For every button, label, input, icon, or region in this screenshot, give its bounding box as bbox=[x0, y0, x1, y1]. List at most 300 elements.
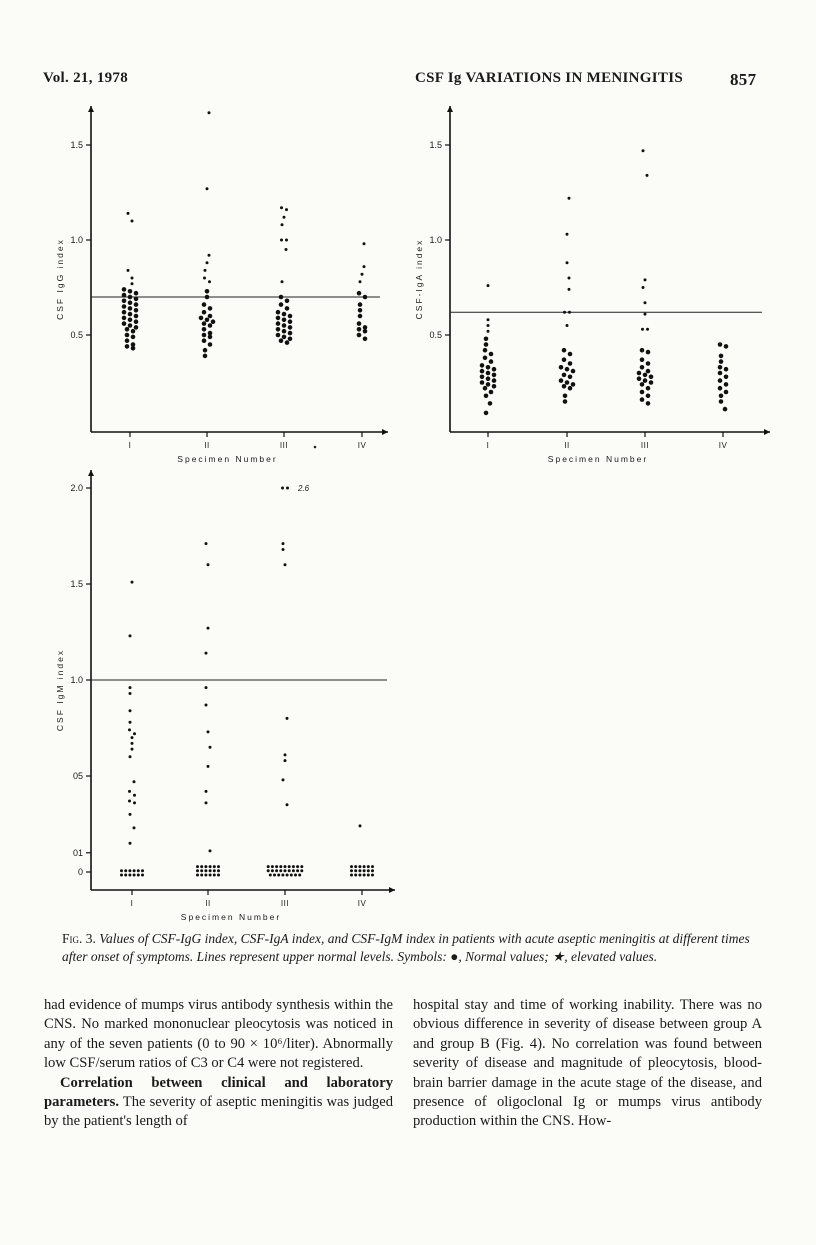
stray-mark bbox=[314, 446, 317, 449]
data-point bbox=[641, 328, 644, 331]
data-point bbox=[568, 277, 571, 280]
data-point bbox=[128, 289, 133, 294]
baseline-point bbox=[124, 874, 127, 877]
x-tick-label: I bbox=[486, 441, 490, 450]
data-point bbox=[563, 399, 568, 404]
running-head-title: CSF Ig VARIATIONS IN MENINGITIS bbox=[415, 70, 683, 86]
caption-label: Fig. 3. bbox=[62, 931, 96, 946]
data-point bbox=[128, 790, 131, 793]
data-point bbox=[480, 369, 485, 374]
data-point bbox=[125, 327, 130, 332]
data-point bbox=[208, 314, 213, 319]
data-point bbox=[284, 753, 287, 756]
data-point bbox=[131, 277, 134, 280]
data-point bbox=[202, 327, 207, 332]
data-point bbox=[286, 803, 289, 806]
data-point bbox=[128, 295, 133, 300]
data-point bbox=[207, 730, 210, 733]
data-point bbox=[559, 365, 564, 370]
data-point bbox=[276, 327, 281, 332]
data-point bbox=[129, 686, 132, 689]
data-point bbox=[640, 397, 645, 402]
data-point bbox=[207, 627, 210, 630]
data-point bbox=[203, 354, 208, 359]
baseline-point bbox=[350, 865, 353, 868]
data-point bbox=[205, 542, 208, 545]
y-axis-title: CSF IgM index bbox=[55, 648, 65, 732]
data-point bbox=[281, 280, 284, 283]
baseline-point bbox=[141, 869, 144, 872]
data-point bbox=[209, 849, 212, 852]
baseline-point bbox=[267, 865, 270, 868]
data-point bbox=[205, 686, 208, 689]
data-point bbox=[208, 335, 213, 340]
running-head-volume: Vol. 21, 1978 bbox=[43, 70, 129, 86]
baseline-point bbox=[279, 865, 282, 868]
baseline-point bbox=[350, 869, 353, 872]
x-axis-title: Specimen Number bbox=[547, 454, 649, 464]
x-axis-arrow bbox=[382, 429, 388, 435]
data-point bbox=[284, 759, 287, 762]
x-axis-title: Specimen Number bbox=[180, 912, 282, 922]
baseline-point bbox=[354, 874, 357, 877]
baseline-point bbox=[300, 865, 303, 868]
y-axis-title: CSF IgG index bbox=[55, 238, 65, 320]
data-point bbox=[486, 365, 491, 370]
data-point bbox=[568, 311, 571, 314]
data-point bbox=[206, 187, 209, 190]
baseline-point bbox=[204, 874, 207, 877]
baseline-point bbox=[209, 874, 212, 877]
data-point bbox=[484, 411, 489, 416]
paragraph-text: The severity of aseptic meningitis was judged by the patient's length of bbox=[44, 1094, 393, 1130]
data-point bbox=[285, 340, 290, 345]
y-tick-label: 1.0 bbox=[70, 675, 83, 685]
y-tick-label: 1.5 bbox=[70, 579, 83, 589]
data-point bbox=[128, 728, 131, 731]
baseline-point bbox=[273, 874, 276, 877]
data-point bbox=[202, 321, 207, 326]
baseline-point bbox=[358, 874, 361, 877]
data-point bbox=[122, 310, 127, 315]
data-point bbox=[719, 394, 724, 399]
baseline-point bbox=[133, 874, 136, 877]
baseline-point bbox=[371, 869, 374, 872]
data-point bbox=[282, 329, 287, 334]
baseline-point bbox=[281, 874, 284, 877]
data-point bbox=[489, 390, 494, 395]
y-axis-title: CSF-IgA index bbox=[414, 238, 424, 320]
data-point bbox=[640, 348, 645, 353]
chart-iga bbox=[414, 106, 770, 464]
data-point bbox=[358, 302, 363, 307]
data-point bbox=[358, 308, 363, 313]
data-point bbox=[566, 233, 569, 236]
data-point bbox=[480, 375, 485, 380]
data-point bbox=[202, 338, 207, 343]
data-point bbox=[563, 311, 566, 314]
data-point bbox=[129, 721, 132, 724]
baseline-point bbox=[133, 869, 136, 872]
baseline-point bbox=[137, 869, 140, 872]
y-tick-label: 1.5 bbox=[70, 140, 83, 150]
x-tick-label: III bbox=[280, 899, 290, 908]
data-point bbox=[571, 382, 576, 387]
data-point bbox=[285, 208, 288, 211]
data-point bbox=[568, 352, 573, 357]
data-point bbox=[719, 359, 724, 364]
data-point bbox=[133, 801, 136, 804]
data-point bbox=[129, 755, 132, 758]
data-point bbox=[128, 799, 131, 802]
data-point bbox=[644, 278, 647, 281]
data-point bbox=[363, 337, 368, 342]
baseline-point bbox=[196, 869, 199, 872]
data-point bbox=[284, 563, 287, 566]
baseline-point bbox=[284, 865, 287, 868]
data-point bbox=[646, 328, 649, 331]
data-point bbox=[202, 302, 207, 307]
x-tick-label: II bbox=[204, 441, 210, 450]
data-point bbox=[276, 310, 281, 315]
data-point bbox=[205, 801, 208, 804]
data-point bbox=[129, 692, 132, 695]
data-point bbox=[128, 323, 133, 328]
data-point bbox=[131, 282, 134, 285]
data-point bbox=[276, 316, 281, 321]
data-point bbox=[207, 765, 210, 768]
data-point bbox=[486, 382, 491, 387]
baseline-point bbox=[296, 865, 299, 868]
baseline-point bbox=[367, 869, 370, 872]
data-point bbox=[637, 376, 642, 381]
data-point bbox=[122, 293, 127, 298]
data-point bbox=[131, 581, 134, 584]
y-tick-label: 1.5 bbox=[429, 140, 442, 150]
baseline-point bbox=[200, 865, 203, 868]
baseline-point bbox=[213, 874, 216, 877]
baseline-point bbox=[209, 869, 212, 872]
data-point bbox=[719, 399, 724, 404]
data-point bbox=[131, 335, 136, 340]
data-point bbox=[133, 780, 136, 783]
baseline-point bbox=[217, 865, 220, 868]
data-point bbox=[718, 386, 723, 391]
data-point bbox=[640, 382, 645, 387]
data-point bbox=[489, 359, 494, 364]
x-tick-label: I bbox=[128, 441, 132, 450]
baseline-point bbox=[128, 874, 131, 877]
data-point bbox=[480, 363, 485, 368]
data-point bbox=[568, 288, 571, 291]
baseline-point bbox=[350, 874, 353, 877]
data-point bbox=[122, 287, 127, 292]
data-point bbox=[363, 265, 366, 268]
x-axis-title: Specimen Number bbox=[177, 454, 278, 464]
data-point bbox=[718, 378, 723, 383]
baseline-point bbox=[286, 874, 289, 877]
data-point bbox=[129, 709, 132, 712]
body-column-left bbox=[44, 996, 393, 1132]
baseline-point bbox=[217, 869, 220, 872]
data-point bbox=[288, 325, 293, 330]
data-point bbox=[719, 354, 724, 359]
data-point bbox=[128, 312, 133, 317]
baseline-point bbox=[371, 865, 374, 868]
data-point bbox=[133, 732, 136, 735]
data-point bbox=[283, 216, 286, 219]
baseline-point bbox=[271, 869, 274, 872]
data-point bbox=[282, 778, 285, 781]
x-tick-label: IV bbox=[357, 441, 367, 450]
data-point bbox=[282, 335, 287, 340]
data-point bbox=[205, 790, 208, 793]
data-point bbox=[286, 487, 289, 490]
baseline-point bbox=[354, 865, 357, 868]
data-point bbox=[571, 369, 576, 374]
data-point bbox=[205, 652, 208, 655]
data-point bbox=[646, 386, 651, 391]
caption-text: Values of CSF-IgG index, CSF-IgA index, and CSF-IgM index in patients with acute aseptic meningitis at different times after onset of symptoms. Lines represent upper normal levels. Symbols: ●, Normal values; ★, elevated values. bbox=[62, 931, 750, 964]
data-point bbox=[568, 361, 573, 366]
data-point bbox=[282, 318, 287, 323]
data-point bbox=[565, 380, 570, 385]
paragraph: had evidence of mumps virus antibody synthesis within the CNS. No marked mononuclear pleocytosis was noticed in any of the seven patients (0 to 90 × 10⁶/liter). Abnormally low CSF/serum ratios of C3 or C4 were not registered. bbox=[44, 997, 393, 1072]
baseline-point bbox=[279, 869, 282, 872]
x-tick-label: IV bbox=[357, 899, 367, 908]
data-point bbox=[359, 824, 362, 827]
data-point bbox=[128, 318, 133, 323]
baseline-point bbox=[277, 874, 280, 877]
baseline-point bbox=[271, 865, 274, 868]
data-point bbox=[133, 826, 136, 829]
data-point bbox=[134, 319, 139, 324]
data-point bbox=[487, 318, 490, 321]
baseline-point bbox=[290, 874, 293, 877]
baseline-point bbox=[196, 865, 199, 868]
data-point bbox=[127, 212, 130, 215]
data-point bbox=[288, 331, 293, 336]
data-point bbox=[131, 329, 136, 334]
data-point bbox=[486, 371, 491, 376]
baseline-point bbox=[209, 865, 212, 868]
data-point bbox=[209, 746, 212, 749]
data-point bbox=[131, 748, 134, 751]
data-point bbox=[285, 306, 290, 311]
data-point bbox=[285, 299, 290, 304]
baseline-point bbox=[371, 874, 374, 877]
y-axis-arrow bbox=[88, 106, 94, 112]
data-point bbox=[489, 352, 494, 357]
data-point bbox=[208, 280, 211, 283]
data-point bbox=[484, 342, 489, 347]
data-point bbox=[646, 394, 651, 399]
data-point bbox=[363, 242, 366, 245]
data-point bbox=[649, 375, 654, 380]
data-point bbox=[562, 373, 567, 378]
paragraph: hospital stay and time of working inability. There was no obvious difference in severity of disease between group A and group B (Fig. 4). No correlation was found between severity of disease and magnitude of pleocytosis, blood-brain barrier damage in the acute stage of the disease, and presence of oligoclonal Ig or mumps virus antibody production within the CNS. How- bbox=[413, 997, 762, 1130]
data-point bbox=[646, 350, 651, 355]
baseline-point bbox=[120, 874, 123, 877]
data-point bbox=[640, 390, 645, 395]
y-tick-label: 01 bbox=[72, 847, 83, 858]
data-point bbox=[134, 325, 139, 330]
data-point bbox=[286, 717, 289, 720]
data-point bbox=[559, 378, 564, 383]
baseline-point bbox=[363, 865, 366, 868]
data-point bbox=[282, 312, 287, 317]
data-point bbox=[562, 348, 567, 353]
baseline-point bbox=[294, 874, 297, 877]
data-point bbox=[359, 280, 362, 283]
baseline-point bbox=[200, 869, 203, 872]
data-point bbox=[208, 323, 213, 328]
data-point bbox=[202, 333, 207, 338]
data-point bbox=[640, 357, 645, 362]
x-tick-label: III bbox=[279, 441, 289, 450]
data-point bbox=[276, 333, 281, 338]
baseline-point bbox=[296, 869, 299, 872]
baseline-point bbox=[124, 869, 127, 872]
data-point bbox=[134, 302, 139, 307]
baseline-point bbox=[358, 869, 361, 872]
baseline-point bbox=[269, 874, 272, 877]
data-point bbox=[718, 365, 723, 370]
data-point bbox=[281, 223, 284, 226]
data-point bbox=[134, 291, 139, 296]
data-point bbox=[492, 373, 497, 378]
data-point bbox=[484, 337, 489, 342]
data-point bbox=[207, 563, 210, 566]
data-point bbox=[133, 794, 136, 797]
data-point bbox=[282, 323, 287, 328]
data-point bbox=[203, 348, 208, 353]
baseline-point bbox=[363, 874, 366, 877]
data-point bbox=[282, 542, 285, 545]
data-point bbox=[129, 813, 132, 816]
data-point bbox=[562, 384, 567, 389]
x-axis-arrow bbox=[389, 887, 395, 893]
data-point bbox=[122, 304, 127, 309]
data-point bbox=[492, 378, 497, 383]
data-point bbox=[487, 330, 490, 333]
baseline-point bbox=[204, 865, 207, 868]
data-point bbox=[134, 308, 139, 313]
x-axis-arrow bbox=[764, 429, 770, 435]
baseline-point bbox=[367, 865, 370, 868]
data-point bbox=[646, 401, 651, 406]
data-point bbox=[357, 327, 362, 332]
data-point bbox=[488, 401, 493, 406]
data-point bbox=[643, 378, 648, 383]
y-tick-label: 0.5 bbox=[70, 330, 83, 340]
baseline-point bbox=[141, 874, 144, 877]
data-point bbox=[199, 316, 204, 321]
data-point bbox=[129, 842, 132, 845]
baseline-point bbox=[367, 874, 370, 877]
data-point bbox=[644, 313, 647, 316]
x-tick-label: I bbox=[130, 899, 134, 908]
baseline-point bbox=[284, 869, 287, 872]
offscale-annotation: 2.6 bbox=[298, 484, 310, 493]
data-point bbox=[483, 348, 488, 353]
data-point bbox=[483, 386, 488, 391]
chart-igg bbox=[55, 106, 388, 464]
data-point bbox=[718, 342, 723, 347]
y-axis-arrow bbox=[447, 106, 453, 112]
data-point bbox=[646, 369, 651, 374]
data-point bbox=[637, 371, 642, 376]
data-point bbox=[279, 338, 284, 343]
data-point bbox=[644, 301, 647, 304]
data-point bbox=[128, 300, 133, 305]
data-point bbox=[724, 390, 729, 395]
data-point bbox=[724, 382, 729, 387]
data-point bbox=[723, 407, 728, 412]
body-column-right bbox=[413, 996, 762, 1132]
data-point bbox=[134, 297, 139, 302]
baseline-point bbox=[217, 874, 220, 877]
data-point bbox=[205, 318, 210, 323]
baseline-point bbox=[288, 865, 291, 868]
data-point bbox=[487, 324, 490, 327]
baseline-point bbox=[128, 869, 131, 872]
data-point bbox=[649, 380, 654, 385]
y-tick-label: 0 bbox=[77, 867, 83, 877]
data-point bbox=[204, 269, 207, 272]
data-point bbox=[357, 333, 362, 338]
data-point bbox=[357, 291, 362, 296]
baseline-point bbox=[275, 869, 278, 872]
y-tick-label: 2.0 bbox=[70, 483, 83, 493]
data-point bbox=[642, 286, 645, 289]
baseline-point bbox=[354, 869, 357, 872]
data-point bbox=[646, 174, 649, 177]
data-point bbox=[288, 319, 293, 324]
data-point bbox=[280, 206, 283, 209]
data-point bbox=[285, 248, 288, 251]
data-point bbox=[487, 284, 490, 287]
data-point bbox=[363, 329, 368, 334]
data-point bbox=[640, 365, 645, 370]
baseline-point bbox=[267, 869, 270, 872]
data-point bbox=[279, 302, 284, 307]
data-point bbox=[211, 319, 216, 324]
baseline-point bbox=[120, 869, 123, 872]
data-point bbox=[134, 314, 139, 319]
x-tick-label: IV bbox=[718, 441, 728, 450]
data-point bbox=[276, 321, 281, 326]
x-tick-label: II bbox=[564, 441, 570, 450]
data-point bbox=[125, 338, 130, 343]
data-point bbox=[208, 306, 213, 311]
baseline-point bbox=[213, 865, 216, 868]
y-tick-label: 05 bbox=[72, 771, 83, 781]
baseline-point bbox=[196, 874, 199, 877]
data-point bbox=[279, 295, 284, 300]
data-point bbox=[281, 487, 284, 490]
baseline-point bbox=[137, 874, 140, 877]
baseline-point bbox=[275, 865, 278, 868]
figure-caption bbox=[62, 930, 774, 966]
baseline-point bbox=[204, 869, 207, 872]
data-point bbox=[480, 380, 485, 385]
data-point bbox=[205, 703, 208, 706]
data-point bbox=[208, 342, 213, 347]
data-point bbox=[288, 314, 293, 319]
chart-igm bbox=[55, 470, 395, 922]
data-point bbox=[718, 371, 723, 376]
